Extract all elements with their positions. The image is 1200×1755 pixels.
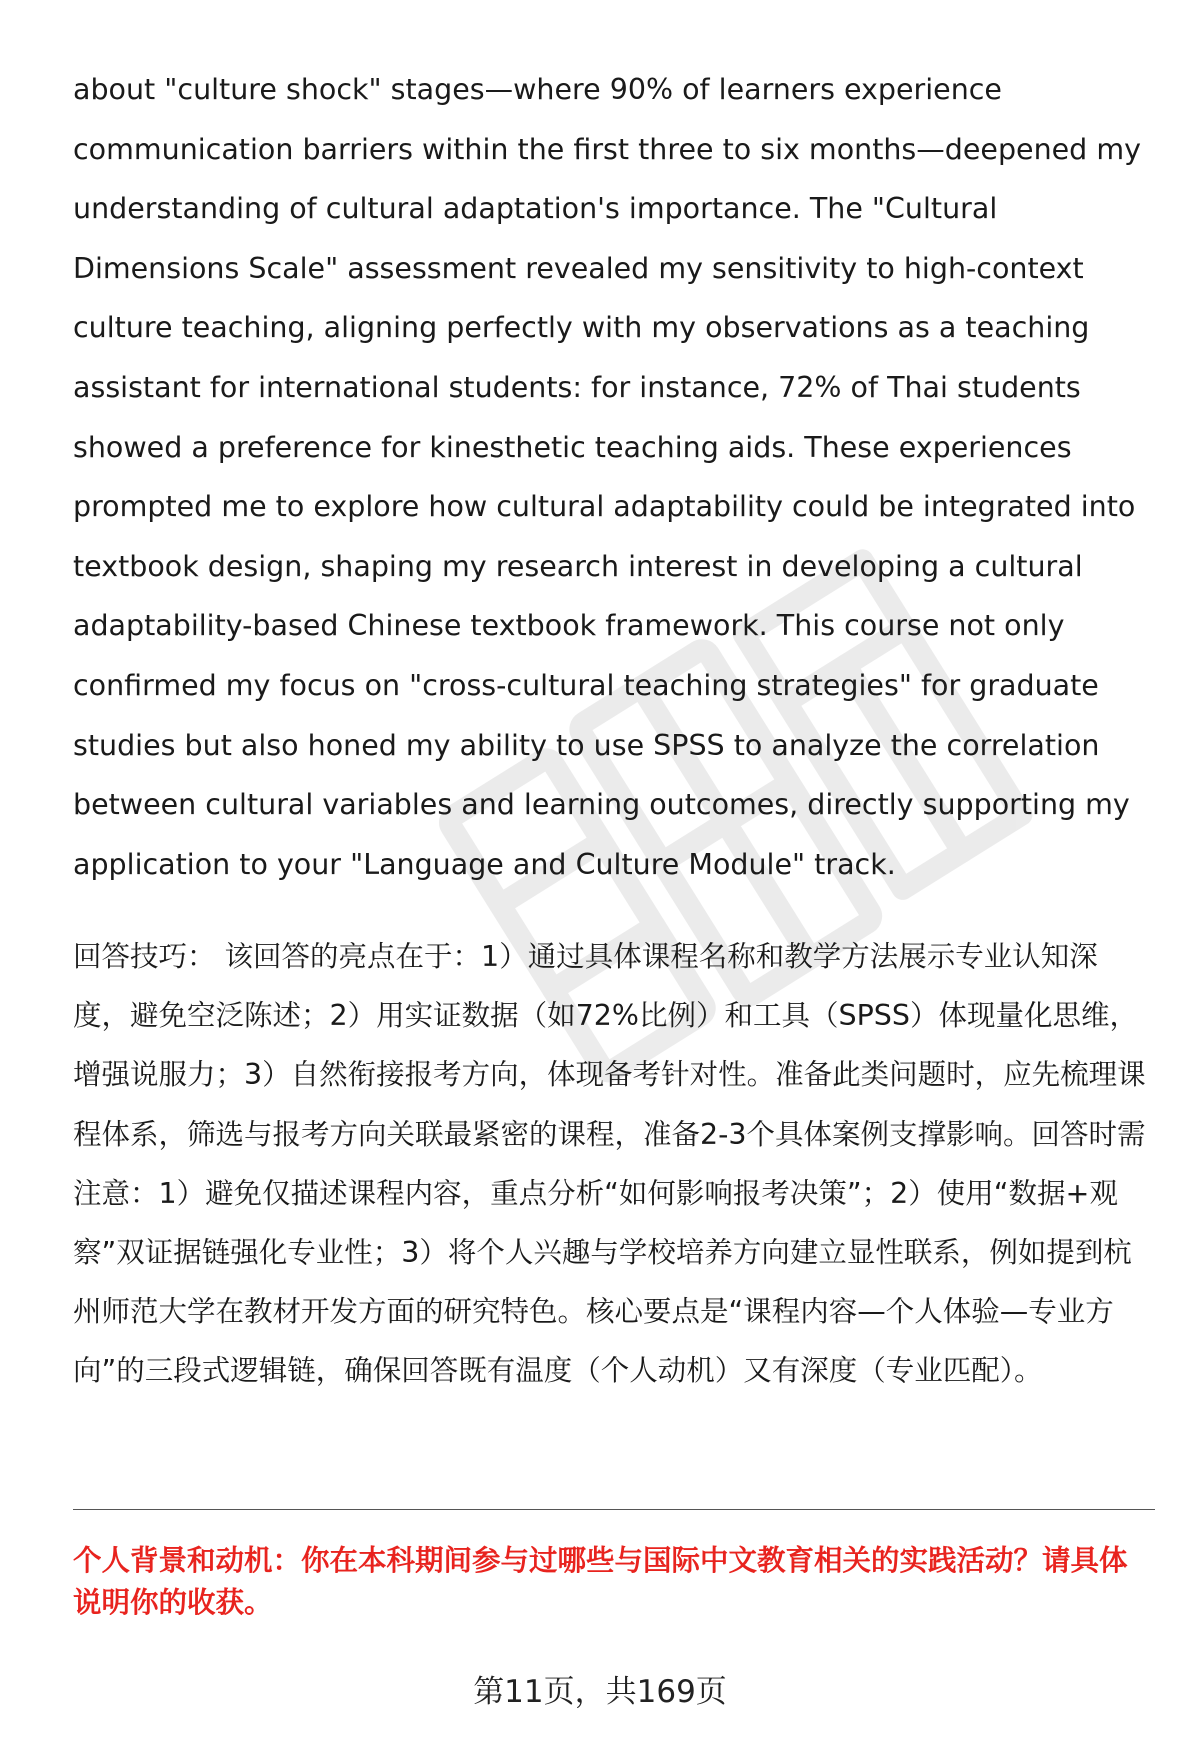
answer-paragraph: about "culture shock" stages—where 90% of learners experience communication barriers within the first three to six months—deepened my understanding of cultural adaptation's importance. The "Cultural Dimensions Scale" assessment revealed my sensitivity to high-context culture teaching, aligning perfectly with my observations as a teaching assistant for international students: for instance, 72% of Thai students showed a preference for kinesthetic teaching aids. These experiences prompted me to explore how cultural adaptability could be integrated into textbook design, shaping my research interest in developing a cultural adaptability-based Chinese textbook framework. This course not only confirmed my focus on "cross-cultural teaching strategies" for graduate studies but also honed my ability to use SPSS to analyze the correlation between cultural variables and learning outcomes, directly supporting my application to your "Language and Culture Module" track. [73, 73, 1141, 881]
page-number: 第11页，共169页 [473, 1674, 727, 1710]
interview-question-heading: 个人背景和动机：你在本科期间参与过哪些与国际中文教育相关的实践活动？请具体说明你的收获。 [73, 1544, 1128, 1619]
answer-tips-paragraph: 回答技巧： 该回答的亮点在于：1）通过具体课程名称和教学方法展示专业认知深度，避免空泛陈述；2）用实证数据（如72%比例）和工具（SPSS）体现量化思维，增强说服力；3）自然衔接报考方向，体现备考针对性。准备此类问题时，应先梳理课程体系，筛选与报考方向关联最紧密的课程，准备2-3个具体案例支撑影响。回答时需注意：1）避免仅描述课程内容，重点分析“如何影响报考决策”；2）使用“数据+观察”双证据链强化专业性；3）将个人兴趣与学校培养方向建立显性联系，例如提到杭州师范大学在教材开发方面的研究特色。核心要点是“课程内容—个人体验—专业方向”的三段式逻辑链，确保回答既有温度（个人动机）又有深度（专业匹配）。 [73, 940, 1146, 1388]
section-divider [73, 1509, 1155, 1510]
